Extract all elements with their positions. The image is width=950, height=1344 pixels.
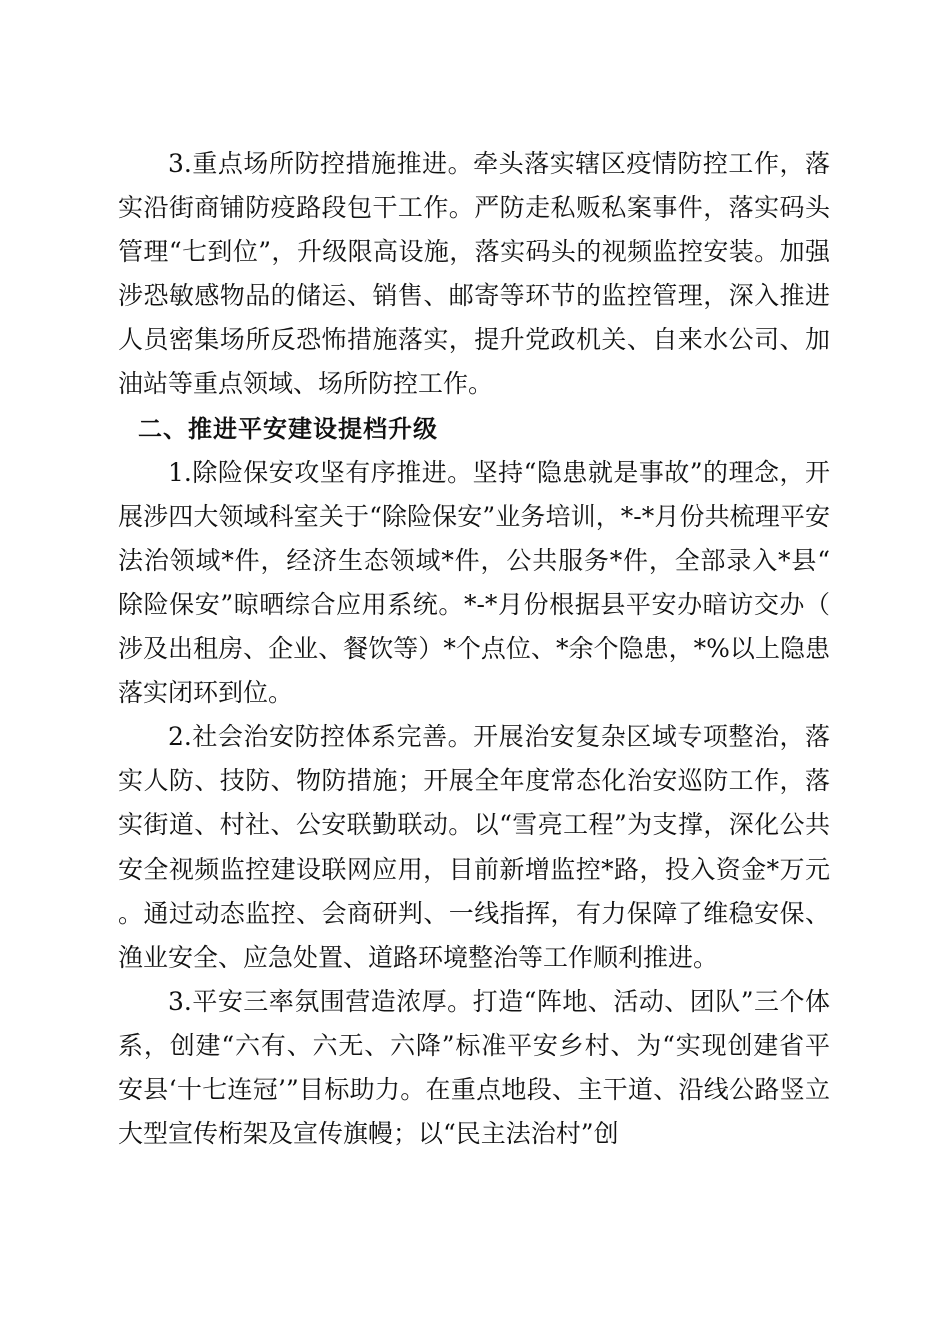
paragraph-public-security: 2.社会治安防控体系完善。开展治安复杂区域专项整治，落实人防、技防、物防措施；开展全年度常态化治安巡防工作，落实街道、村社、公安联勤联动。以“雪亮工程”为支撑，深化公共安全视频监控建设联网应用，目前新增监控*路，投入资金*万元。通过动态监控、会商研判、一线指挥，有力保障了维稳安保、渔业安全、应急处置、道路环境整治等工作顺利推进。 xyxy=(118,722,830,972)
paragraph-key-venues: 3.重点场所防控措施推进。牵头落实辖区疫情防控工作，落实沿街商铺防疫路段包干工作。严防走私贩私案事件，落实码头管理“七到位”，升级限高设施，落实码头的视频监控安装。加强涉恐敏感物品的储运、销售、邮寄等环节的监控管理，深入推进人员密集场所反恐怖措施落实，提升党政机关、自来水公司、加油站等重点领域、场所防控工作。 xyxy=(118,149,830,399)
section-heading-2: 二、推进平安建设提档升级 xyxy=(138,414,438,443)
paragraph-risk-elimination: 1.除险保安攻坚有序推进。坚持“隐患就是事故”的理念，开展涉四大领域科室关于“除险保安”业务培训，*-*月份共梳理平安法治领域*件，经济生态领域*件，公共服务*件，全部录入*县“除险保安”晾晒综合应用系统。*-*月份根据县平安办暗访交办（涉及出租房、企业、餐饮等）*个点位、*余个隐患，*%以上隐患落实闭环到位。 xyxy=(118,457,830,708)
document-body xyxy=(118,142,830,1156)
paragraph-safety-atmosphere: 3.平安三率氛围营造浓厚。打造“阵地、活动、团队”三个体系，创建“六有、六无、六降”标准平安乡村、为“实现创建省平安县‘十七连冠’”目标助力。在重点地段、主干道、沿线公路竖立大型宣传桁架及宣传旗幔；以“民主法治村”创 xyxy=(118,986,830,1149)
